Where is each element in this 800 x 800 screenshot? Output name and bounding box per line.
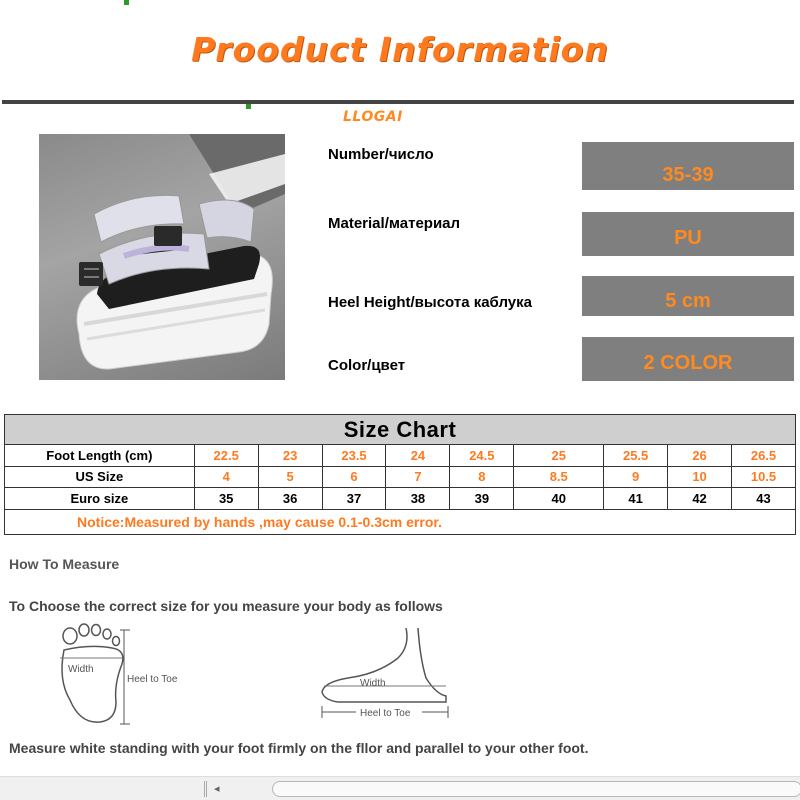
table-cell: 35 bbox=[194, 488, 258, 510]
side-width-label: Width bbox=[360, 678, 386, 689]
row-label-foot-length: Foot Length (cm) bbox=[5, 445, 195, 467]
scroll-thumb[interactable] bbox=[272, 781, 800, 797]
row-label-us-size: US Size bbox=[5, 466, 195, 488]
row-label-euro-size: Euro size bbox=[5, 488, 195, 510]
table-cell: 26.5 bbox=[732, 445, 796, 467]
table-cell: 5 bbox=[258, 466, 322, 488]
table-cell: 23 bbox=[258, 445, 322, 467]
table-cell: 43 bbox=[732, 488, 796, 510]
scroll-left-arrow-icon[interactable]: ◂ bbox=[214, 783, 220, 795]
table-cell: 24 bbox=[386, 445, 450, 467]
table-cell: 38 bbox=[386, 488, 450, 510]
table-cell: 25 bbox=[514, 445, 604, 467]
spec-value-material bbox=[582, 212, 794, 256]
spec-value-text: 5 cm bbox=[665, 289, 711, 312]
spec-value-heel-height bbox=[582, 276, 794, 316]
green-corner-mark bbox=[246, 104, 251, 109]
brand-name: LLOGAI bbox=[343, 109, 403, 125]
spec-label-material: Material/материал bbox=[328, 215, 461, 232]
horizontal-scrollbar[interactable] bbox=[0, 776, 800, 800]
table-cell: 25.5 bbox=[604, 445, 668, 467]
table-cell: 41 bbox=[604, 488, 668, 510]
spec-label-heel-height: Heel Height/высота каблука bbox=[328, 294, 532, 311]
table-cell: 10.5 bbox=[732, 466, 796, 488]
spec-value-text: PU bbox=[674, 226, 702, 249]
diagram-heel-label: Heel to Toe bbox=[127, 674, 178, 685]
spec-value-color bbox=[582, 337, 794, 381]
table-cell: 40 bbox=[514, 488, 604, 510]
table-cell: 42 bbox=[668, 488, 732, 510]
table-cell: 7 bbox=[386, 466, 450, 488]
table-cell: 24.5 bbox=[450, 445, 514, 467]
table-cell: 26 bbox=[668, 445, 732, 467]
page-title: Prooduct Information bbox=[191, 30, 609, 69]
diagram-width-label: Width bbox=[68, 664, 94, 675]
size-chart-table bbox=[4, 414, 796, 535]
title-divider bbox=[2, 100, 794, 104]
table-cell: 22.5 bbox=[194, 445, 258, 467]
table-cell: 36 bbox=[258, 488, 322, 510]
measure-subheading: To Choose the correct size for you measure your body as follows bbox=[9, 598, 443, 614]
foot-sole-diagram bbox=[50, 620, 200, 732]
spec-label-color: Color/цвет bbox=[328, 357, 406, 374]
size-chart-title: Size Chart bbox=[5, 415, 796, 445]
table-cell: 39 bbox=[450, 488, 514, 510]
spec-value-text: 35-39 bbox=[662, 163, 714, 186]
table-cell: 8 bbox=[450, 466, 514, 488]
size-chart-notice: Notice:Measured by hands ,may cause 0.1-0.3cm error. bbox=[5, 510, 796, 535]
table-cell: 9 bbox=[604, 466, 668, 488]
measure-note: Measure white standing with your foot firmly on the fllor and parallel to your other foot. bbox=[9, 740, 589, 756]
spec-value-text: 2 COLOR bbox=[643, 351, 733, 374]
table-cell: 8.5 bbox=[514, 466, 604, 488]
side-heel-label: Heel to Toe bbox=[360, 708, 411, 719]
table-cell: 6 bbox=[322, 466, 386, 488]
table-cell: 37 bbox=[322, 488, 386, 510]
spec-label-number: Number/число bbox=[328, 146, 434, 163]
foot-side-diagram bbox=[318, 628, 458, 723]
table-cell: 10 bbox=[668, 466, 732, 488]
measure-heading: How To Measure bbox=[9, 556, 120, 572]
table-cell: 4 bbox=[194, 466, 258, 488]
green-corner-mark bbox=[124, 0, 129, 5]
table-cell: 23.5 bbox=[322, 445, 386, 467]
spec-value-number bbox=[582, 142, 794, 190]
product-photo bbox=[39, 134, 285, 380]
scroll-grip[interactable] bbox=[204, 781, 207, 797]
